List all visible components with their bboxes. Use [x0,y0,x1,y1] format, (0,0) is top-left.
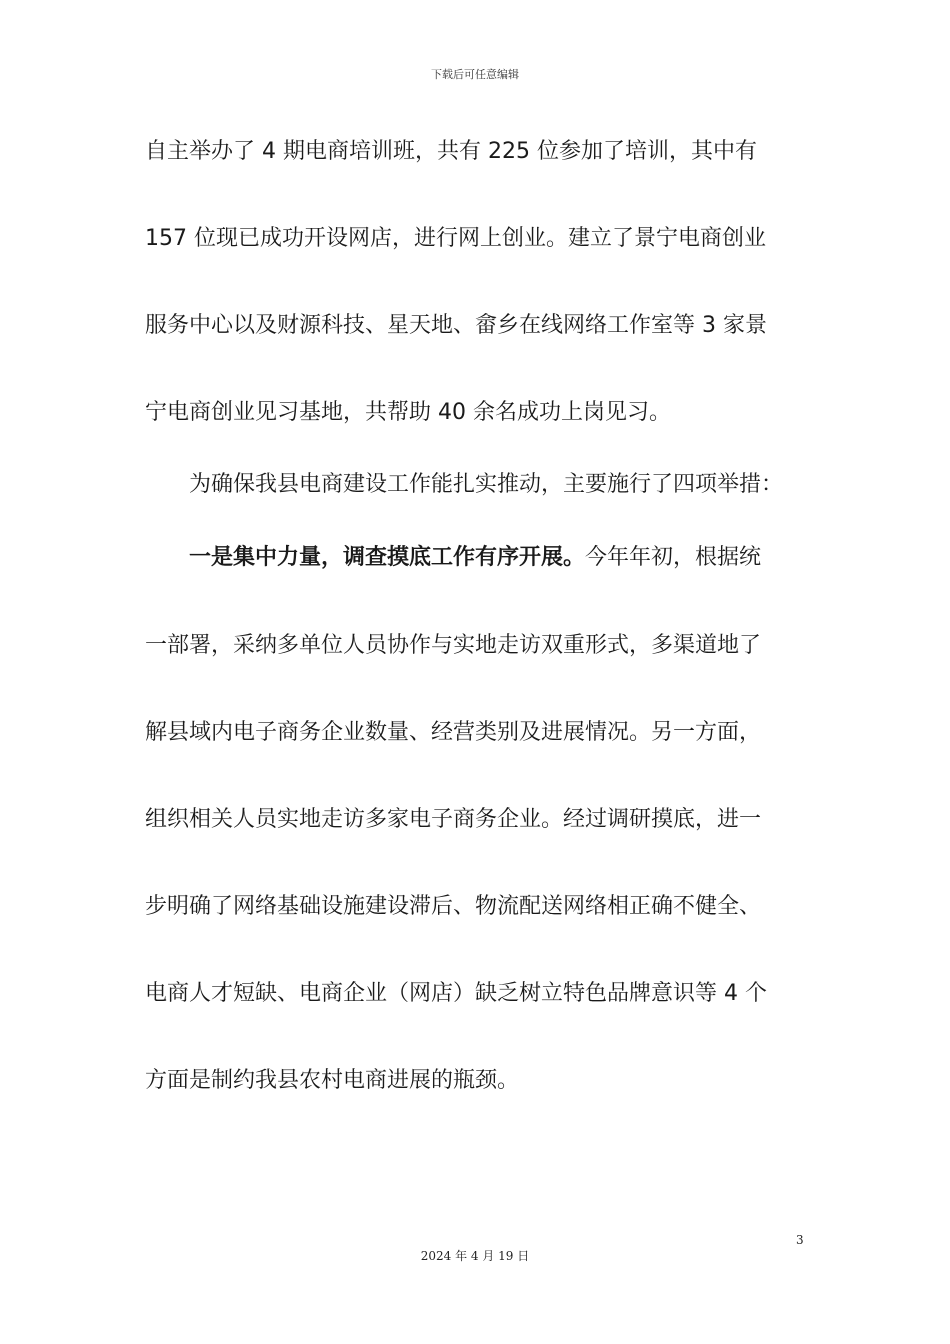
paragraph-line-8: 解县域内电子商务企业数量、经营类别及进展情况。另一方面， [145,720,762,745]
paragraph-line-4: 宁电商创业见习基地，共帮助 40 余名成功上岗见习。 [145,400,671,425]
header-note: 下载后可任意编辑 [431,68,519,81]
measure-text: 今年年初，根据统 [585,545,762,570]
paragraph-line-3: 服务中心以及财源科技、星天地、畲乡在线网络工作室等 3 家景 [145,313,767,338]
measure-heading: 一是集中力量，调查摸底工作有序开展。 [189,545,586,570]
paragraph-line-11: 电商人才短缺、电商企业（网店）缺乏树立特色品牌意识等 4 个 [145,981,767,1006]
paragraph-line-2: 157 位现已成功开设网店，进行网上创业。建立了景宁电商创业 [145,226,766,251]
paragraph-line-7: 一部署，采纳多单位人员协作与实地走访双重形式，多渠道地了 [145,633,762,658]
measure-line [189,543,809,573]
footer-date: 2024 年 4 月 19 日 [420,1249,530,1263]
paragraph-line-1: 自主举办了 4 期电商培训班，共有 225 位参加了培训，其中有 [145,139,757,164]
paragraph-line-9: 组织相关人员实地走访多家电子商务企业。经过调研摸底，进一 [145,807,762,832]
paragraph-line-10: 步明确了网络基础设施建设滞后、物流配送网络相正确不健全、 [145,894,762,919]
paragraph-line-5: 为确保我县电商建设工作能扎实推动，主要施行了四项举措： [189,472,784,497]
page-number: 3 [796,1233,804,1247]
paragraph-line-12: 方面是制约我县农村电商进展的瓶颈。 [145,1068,520,1093]
